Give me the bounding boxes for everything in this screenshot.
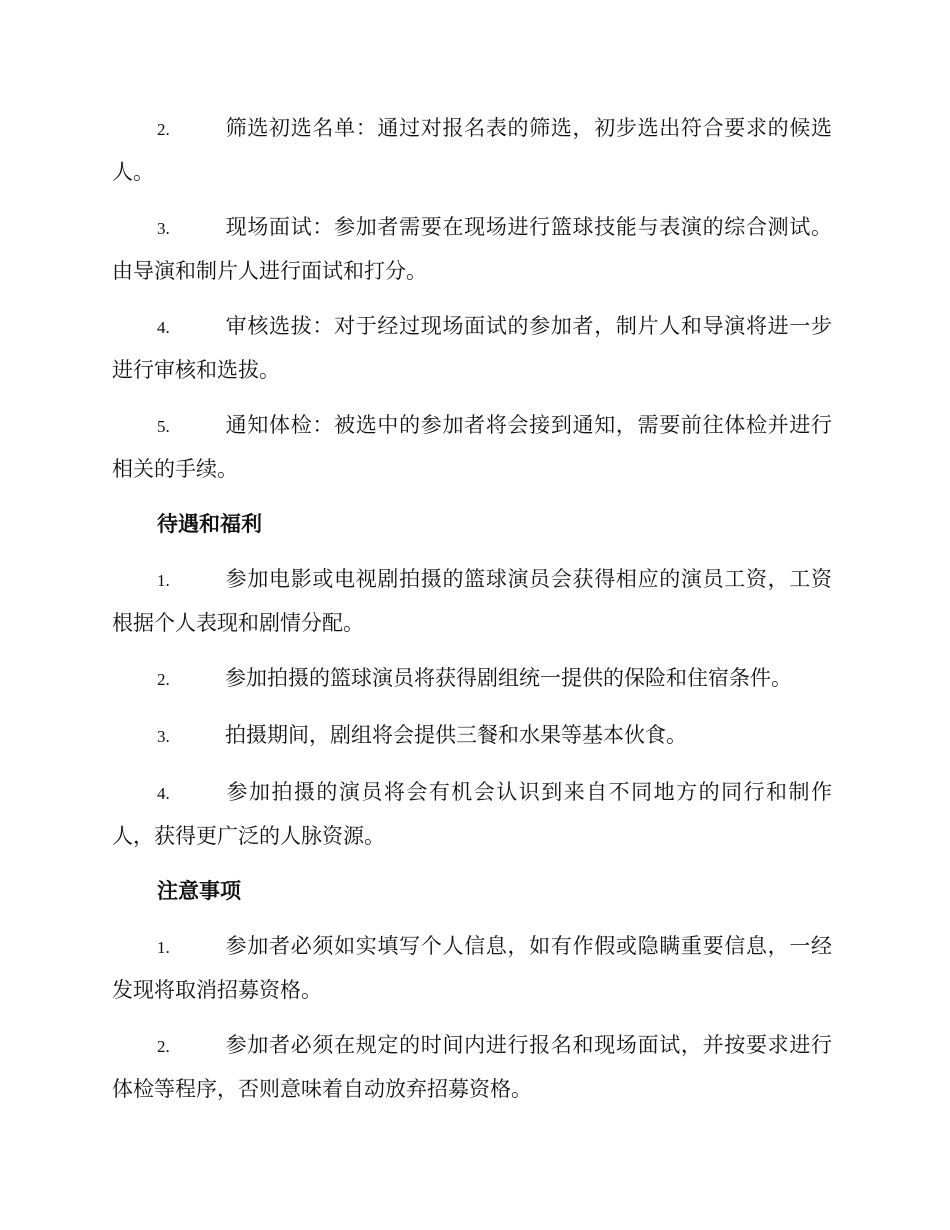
- list-item: [112, 305, 832, 391]
- item-number: 1.: [157, 571, 170, 590]
- item-text: 参加者必须在规定的时间内进行报名和现场面试，并按要求进行体检等程序，否则意味着自动放弃招募资格。: [112, 1033, 832, 1101]
- item-text: 筛选初选名单：通过对报名表的筛选，初步选出符合要求的候选人。: [112, 116, 832, 184]
- item-text: 审核选拔：对于经过现场面试的参加者，制片人和导演将进一步进行审核和选拔。: [112, 314, 832, 382]
- item-number: 4.: [157, 318, 170, 337]
- item-text: 拍摄期间，剧组将会提供三餐和水果等基本伙食。: [225, 723, 687, 747]
- list-item: [112, 558, 832, 644]
- item-number: 5.: [157, 417, 170, 436]
- item-text: 通知体检：被选中的参加者将会接到通知，需要前往体检并进行相关的手续。: [112, 413, 832, 481]
- document-body: [112, 107, 832, 1123]
- section-heading-notes: 注意事项: [157, 878, 241, 903]
- item-number: 1.: [157, 938, 170, 957]
- list-item: [112, 206, 832, 292]
- list-item: [112, 925, 832, 1011]
- list-item: [112, 404, 832, 490]
- list-item: [112, 657, 832, 701]
- section-heading-benefits: 待遇和福利: [157, 511, 262, 536]
- item-number: 2.: [157, 1037, 170, 1056]
- list-item: [112, 1024, 832, 1110]
- item-text: 参加拍摄的演员将会有机会认识到来自不同地方的同行和制作人，获得更广泛的人脉资源。: [112, 780, 832, 848]
- item-number: 3.: [157, 219, 170, 238]
- item-text: 参加拍摄的篮球演员将获得剧组统一提供的保险和住宿条件。: [225, 666, 792, 690]
- item-number: 2.: [157, 670, 170, 689]
- item-number: 2.: [157, 120, 170, 139]
- item-text: 参加者必须如实填写个人信息，如有作假或隐瞒重要信息，一经发现将取消招募资格。: [112, 934, 832, 1002]
- item-number: 3.: [157, 727, 170, 746]
- item-number: 4.: [157, 784, 170, 803]
- item-text: 现场面试：参加者需要在现场进行篮球技能与表演的综合测试。由导演和制片人进行面试和打分。: [112, 215, 832, 283]
- list-item: [112, 107, 832, 193]
- item-text: 参加电影或电视剧拍摄的篮球演员会获得相应的演员工资，工资根据个人表现和剧情分配。: [112, 567, 832, 635]
- list-item: [112, 771, 832, 857]
- list-item: [112, 714, 832, 758]
